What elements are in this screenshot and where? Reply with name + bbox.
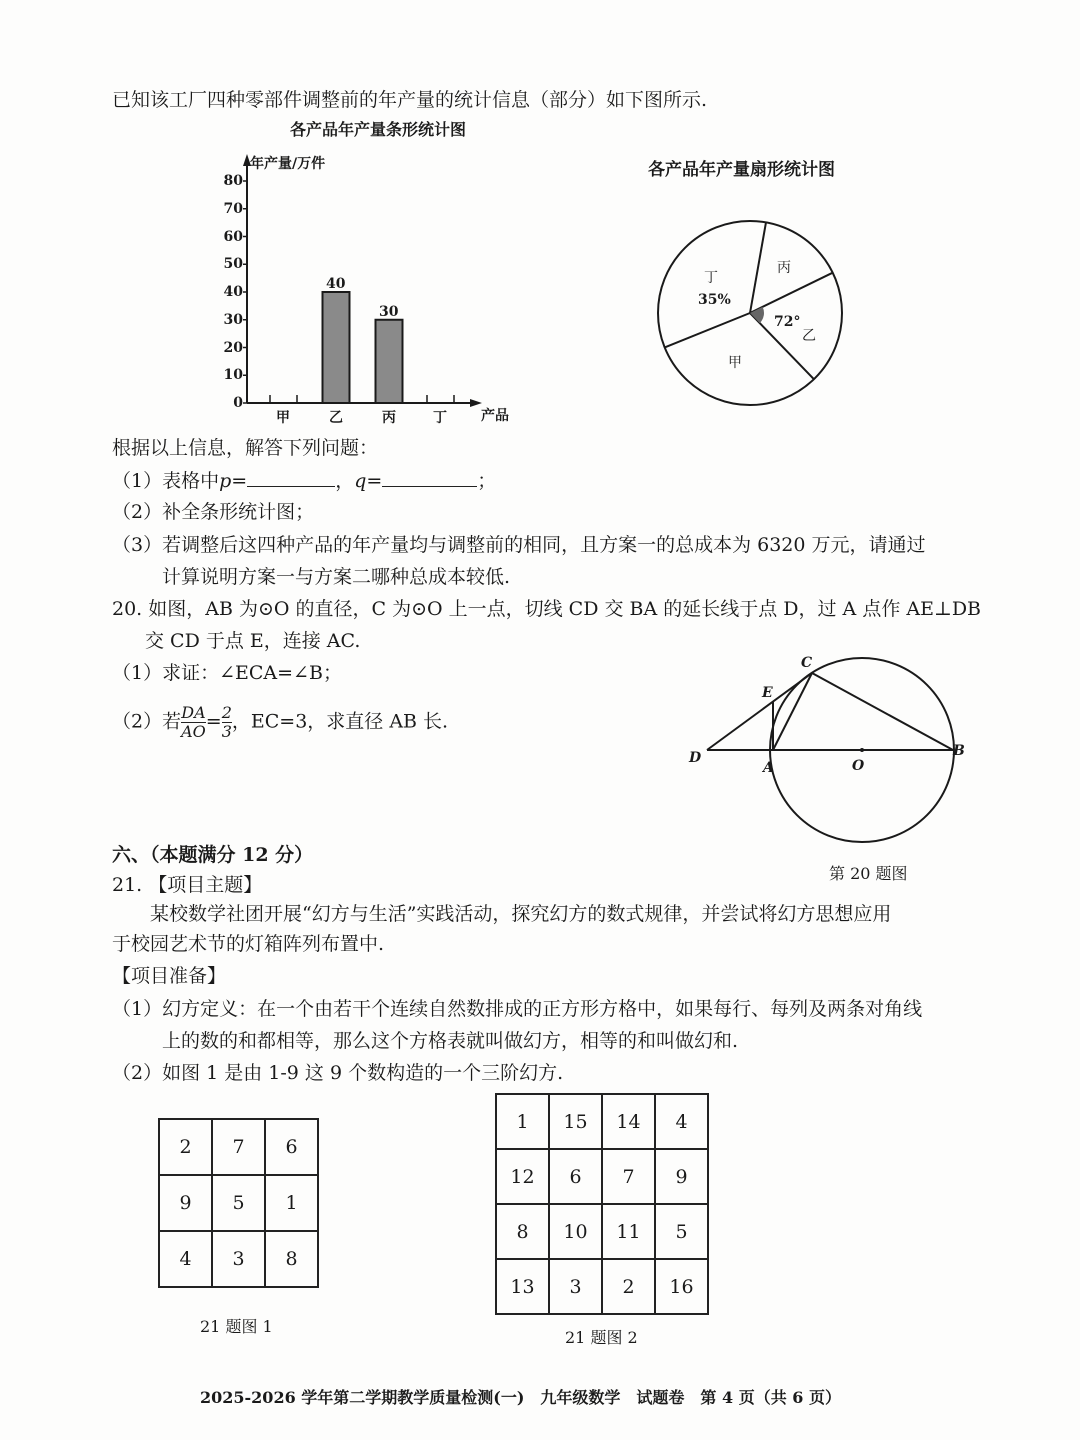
- grid-cell: 13: [496, 1259, 549, 1314]
- q20-part1: （1）求证：∠ECA=∠B；: [112, 662, 342, 684]
- grid-cell: 7: [212, 1119, 265, 1175]
- fraction-numerator: DA: [181, 703, 206, 722]
- q19-lead: 根据以上信息，解答下列问题：: [112, 437, 379, 459]
- line-dc: [707, 673, 812, 750]
- grid-cell: 3: [212, 1231, 265, 1287]
- grid-cell: 2: [602, 1259, 655, 1314]
- grid-cell: 5: [655, 1204, 708, 1259]
- q21-theme-line2: 于校园艺术节的灯箱阵列布置中.: [112, 933, 385, 955]
- q-variable: q: [354, 470, 367, 492]
- grid-cell: 7: [602, 1149, 655, 1204]
- pie-label-yi: 乙: [802, 328, 816, 344]
- grid-cell: 15: [549, 1094, 602, 1149]
- grid-cell: 10: [549, 1204, 602, 1259]
- point-label-e: E: [762, 685, 773, 701]
- grid-cell: 12: [496, 1149, 549, 1204]
- y-tick-label: 10: [223, 367, 243, 384]
- pie-label-bing: 丙: [777, 260, 791, 276]
- grid-cell: 11: [602, 1204, 655, 1259]
- magic-square-3x3: [158, 1118, 319, 1288]
- grid-cell: 3: [549, 1259, 602, 1314]
- grid-row: [496, 1259, 708, 1314]
- bar-value-label: 40: [326, 276, 346, 292]
- x-category-label: 乙: [329, 410, 343, 426]
- point-label-c: C: [801, 655, 813, 671]
- bar-chart-ylabel: 年产量/万件: [250, 156, 326, 172]
- grid-cell: 5: [212, 1175, 265, 1231]
- y-tick-label: 40: [223, 284, 243, 300]
- q19-part2: （2）补全条形统计图；: [112, 501, 315, 523]
- intro-text: 已知该工厂四种零部件调整前的年产量的统计信息（部分）如下图所示.: [112, 89, 708, 111]
- fraction-denominator: 3: [221, 722, 232, 741]
- line-cb: [812, 673, 953, 750]
- grid-row: [159, 1175, 318, 1231]
- bar-value-label: 30: [379, 303, 399, 320]
- q20-part2-suffix: ，EC=3，求直径 AB 长.: [231, 710, 449, 733]
- fig1-caption: 21 题图 1: [200, 1317, 273, 1336]
- grid-row: [496, 1149, 708, 1204]
- point-label-a: A: [763, 760, 774, 776]
- grid-row: [159, 1119, 318, 1175]
- q19-part1: （1）表格中p= ，q= ；: [112, 470, 497, 492]
- grid-cell: 6: [265, 1119, 318, 1175]
- page-footer: 2025-2026 学年第二学期教学质量检测(一) 九年级数学 试题卷 第 4 页（共 6 页）: [200, 1388, 841, 1407]
- q19-part1-prefix: （1）表格中: [112, 470, 220, 492]
- fig2-caption: 21 题图 2: [565, 1328, 638, 1347]
- grid-cell: 1: [265, 1175, 318, 1231]
- y-tick-label: 70: [223, 200, 243, 217]
- q20-part2-prefix: （2）若: [112, 710, 182, 733]
- y-tick-label: 0: [233, 395, 243, 411]
- grid-cell: 9: [159, 1175, 212, 1231]
- point-label-d: D: [689, 750, 702, 766]
- fraction-denominator: AO: [181, 722, 206, 741]
- point-o: [860, 748, 864, 752]
- q20-line1: 20. 如图，AB 为⊙O 的直径，C 为⊙O 上一点，切线 CD 交 BA 的延长线于点 D，过 A 点作 AE⊥DB: [112, 598, 982, 620]
- pie-annotation-ding: 35%: [698, 292, 731, 308]
- point-label-o: O: [852, 758, 865, 774]
- q21-prep-heading: 【项目准备】: [112, 965, 227, 987]
- q19-part3-line1: （3）若调整后这四种产品的年产量均与调整前的相同，且方案一的总成本为 6320 万元，请通过: [112, 534, 926, 556]
- grid-cell: 9: [655, 1149, 708, 1204]
- y-tick-label: 20: [223, 339, 243, 356]
- magic-square-4x4: [495, 1093, 709, 1315]
- q21-def-line1: （1）幻方定义：在一个由若干个连续自然数排成的正方形方格中，如果每行、每列及两条对角线: [112, 998, 923, 1020]
- grid-cell: 8: [496, 1204, 549, 1259]
- grid-cell: 8: [265, 1231, 318, 1287]
- q21-heading: 21. 【项目主题】: [112, 874, 263, 896]
- grid-cell: 16: [655, 1259, 708, 1314]
- pie-annotation-yi: 72°: [774, 314, 801, 330]
- x-category-label: 甲: [276, 410, 290, 426]
- q21-def-line2: 上的数的和都相等，那么这个方格表就叫做幻方，相等的和叫做幻和.: [162, 1030, 739, 1052]
- grid-cell: 4: [159, 1231, 212, 1287]
- x-category-label: 丁: [433, 410, 447, 426]
- grid-row: [159, 1231, 318, 1287]
- q20-figure-caption: 第 20 题图: [829, 864, 908, 883]
- q20-part2: （2）若 $\frac{DA}{AO}$ = $\frac{2}{3}$ ，EC=3，求直径 AB 长.: [112, 703, 449, 741]
- x-category-label: 丙: [382, 410, 396, 426]
- y-tick-label: 50: [223, 256, 243, 273]
- y-tick-label: 30: [223, 311, 243, 328]
- q19-part3-line2: 计算说明方案一与方案二哪种总成本较低.: [162, 566, 511, 588]
- bar-chart-xlabel: 产品: [481, 408, 509, 424]
- fraction-numerator: 2: [221, 703, 232, 722]
- pie-label-jia: 甲: [728, 355, 742, 371]
- grid-cell: 2: [159, 1119, 212, 1175]
- section-6-heading: 六、（本题满分 12 分）: [112, 844, 314, 866]
- bar-chart-title: 各产品年产量条形统计图: [290, 120, 467, 139]
- point-label-b: B: [953, 743, 965, 759]
- grid-row: [496, 1204, 708, 1259]
- y-tick-label: 80: [223, 173, 243, 189]
- pie-label-ding: 丁: [704, 270, 718, 286]
- grid-cell: 1: [496, 1094, 549, 1149]
- grid-cell: 14: [602, 1094, 655, 1149]
- q21-fig1-desc: （2）如图 1 是由 1-9 这 9 个数构造的一个三阶幻方.: [112, 1062, 564, 1084]
- q21-theme-line1: 某校数学社团开展“幻方与生活”实践活动，探究幻方的数式规律，并尝试将幻方思想应用: [150, 903, 892, 925]
- y-tick-label: 60: [223, 228, 243, 245]
- q20-line2: 交 CD 于点 E，连接 AC.: [145, 630, 361, 652]
- grid-row: [496, 1094, 708, 1149]
- grid-cell: 4: [655, 1094, 708, 1149]
- grid-cell: 6: [549, 1149, 602, 1204]
- pie-chart-title: 各产品年产量扇形统计图: [648, 160, 835, 180]
- p-variable: p: [219, 470, 232, 492]
